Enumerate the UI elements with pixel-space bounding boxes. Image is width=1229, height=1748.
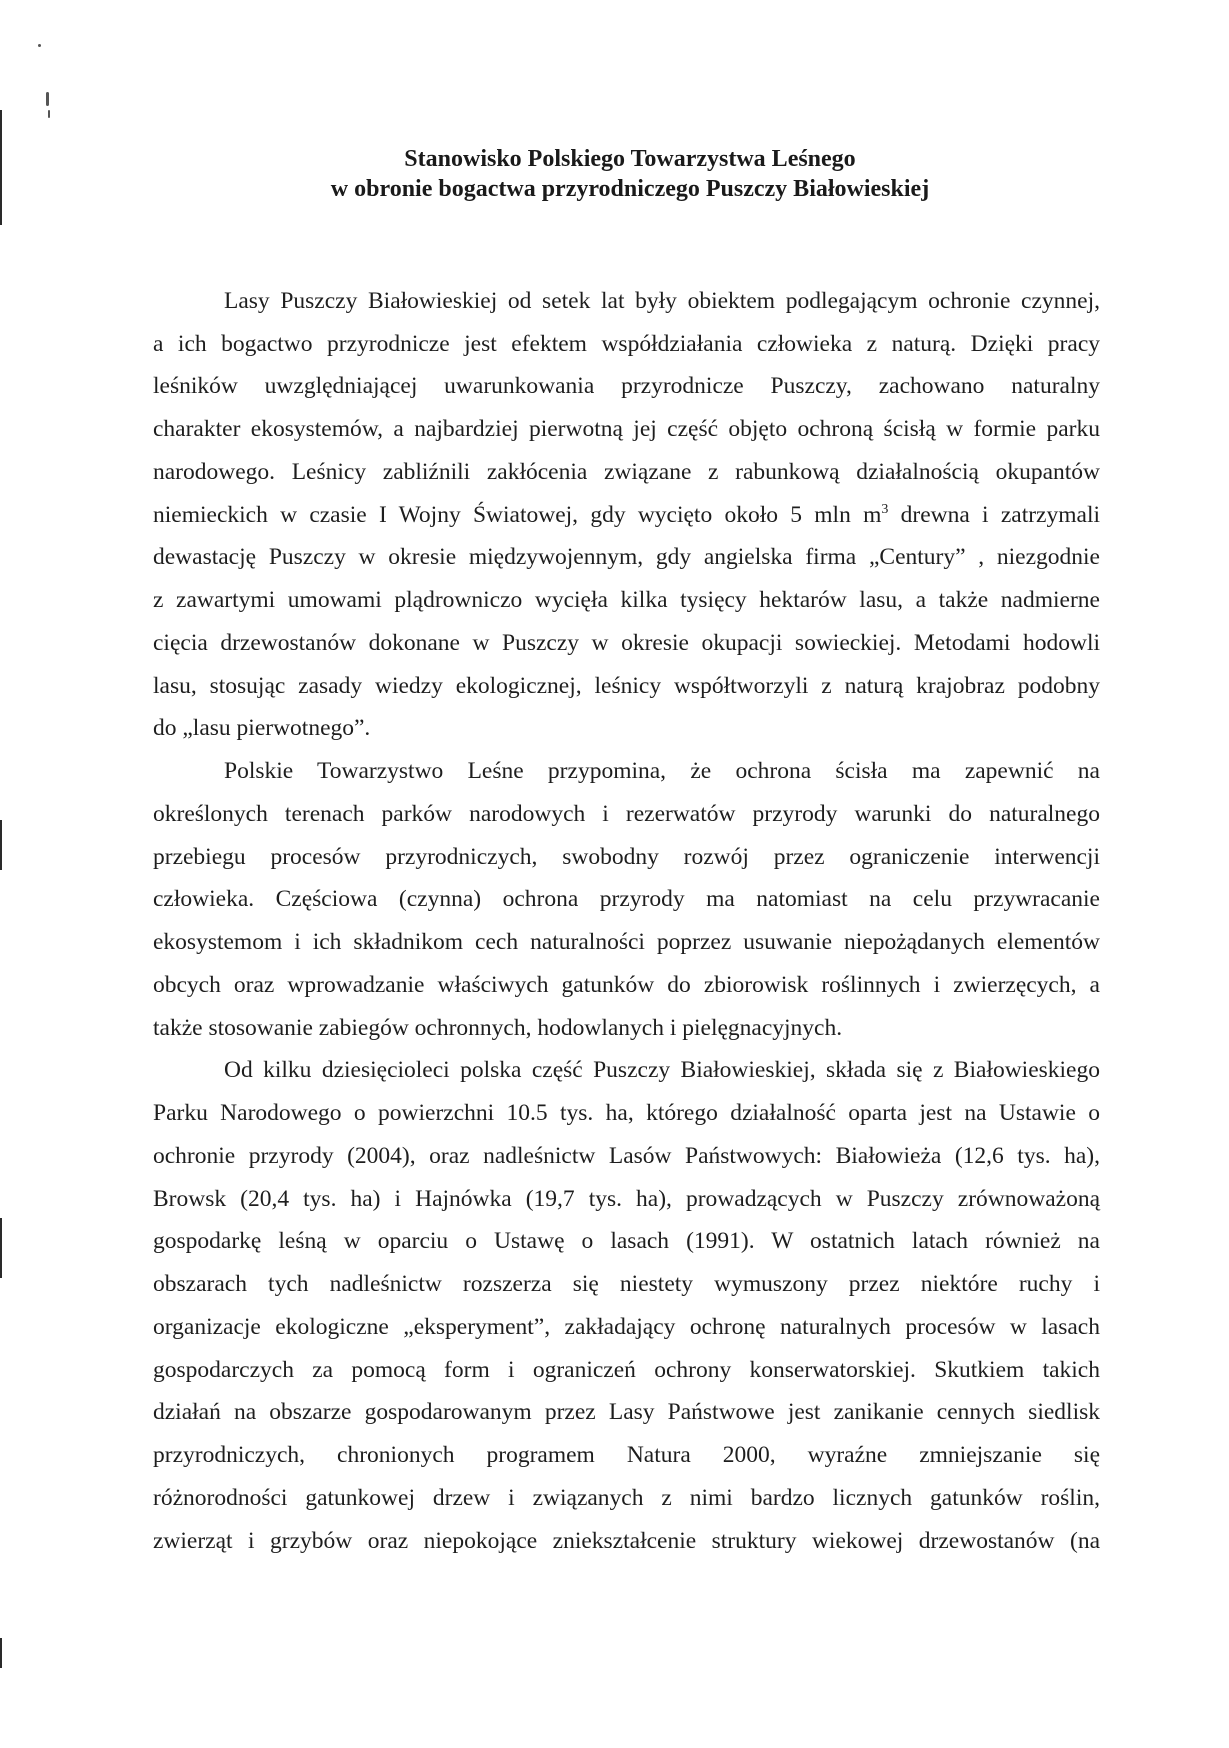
document-title-line-1: Stanowisko Polskiego Towarzystwa Leśnego — [404, 146, 856, 172]
paragraph-2-line: także stosowanie zabiegów ochronnych, hodowlanych i pielęgnacyjnych. — [153, 1015, 843, 1041]
paragraph-3-line: obszarach tych nadleśnictw rozszerza się niestety wymuszony przez niektóre ruchy i — [153, 1271, 1100, 1297]
paragraph-3-line: gospodarkę leśną w oparciu o Ustawę o lasach (1991). W ostatnich latach również na — [153, 1228, 1100, 1254]
paragraph-1-line: lasu, stosując zasady wiedzy ekologicznej, leśnicy współtworzyli z naturą krajobraz podobny — [153, 673, 1100, 699]
paragraph-3-line: Browsk (20,4 tys. ha) i Hajnówka (19,7 tys. ha), prowadzących w Puszczy zrównoważoną — [153, 1186, 1100, 1212]
scan-edge-mark — [0, 1218, 2, 1278]
scan-speck — [48, 110, 50, 118]
paragraph-1-line: cięcia drzewostanów dokonane w Puszczy w okresie okupacji sowieckiej. Metodami hodowli — [153, 630, 1100, 656]
paragraph-1-line: narodowego. Leśnicy zabliźnili zakłócenia związane z rabunkową działalnością okupantów — [153, 459, 1100, 485]
paragraph-1-line-with-superscript — [153, 502, 1100, 528]
paragraph-3-line: działań na obszarze gospodarowanym przez Lasy Państwowe jest zanikanie cennych siedlisk — [153, 1399, 1100, 1425]
paragraph-3-line: różnorodności gatunkowej drzew i związanych z nimi bardzo licznych gatunków roślin, — [153, 1485, 1100, 1511]
paragraph-3-line: przyrodniczych, chronionych programem Natura 2000, wyraźne zmniejszanie się — [153, 1442, 1100, 1468]
paragraph-3-line: gospodarczych za pomocą form i ograniczeń ochrony konserwatorskiej. Skutkiem takich — [153, 1357, 1100, 1383]
document-title-line-2: w obronie bogactwa przyrodniczego Puszczy Białowieskiej — [330, 176, 930, 202]
paragraph-1-line: Lasy Puszczy Białowieskiej od setek lat były obiektem podlegającym ochronie czynnej, — [224, 288, 1100, 314]
paragraph-1-line: a ich bogactwo przyrodnicze jest efektem współdziałania człowieka z naturą. Dzięki pracy — [153, 331, 1100, 357]
paragraph-2-line: Polskie Towarzystwo Leśne przypomina, że ochrona ścisła ma zapewnić na — [224, 758, 1100, 784]
paragraph-2-line: określonych terenach parków narodowych i rezerwatów przyrody warunki do naturalnego — [153, 801, 1100, 827]
line-text: niemieckich w czasie I Wojny Światowej, gdy wycięto około 5 mln m — [153, 502, 882, 528]
scan-edge-mark — [0, 820, 2, 870]
scan-edge-mark — [0, 110, 2, 225]
paragraph-2-line: człowieka. Częściowa (czynna) ochrona przyrody ma natomiast na celu przywracanie — [153, 886, 1100, 912]
paragraph-2-line: przebiegu procesów przyrodniczych, swobodny rozwój przez ograniczenie interwencji — [153, 844, 1100, 870]
paragraph-2-line: obcych oraz wprowadzanie właściwych gatunków do zbiorowisk roślinnych i zwierzęcych, a — [153, 972, 1100, 998]
scan-speck — [46, 92, 49, 106]
paragraph-3-line: Od kilku dziesięcioleci polska część Puszczy Białowieskiej, składa się z Białowieskiego — [224, 1057, 1100, 1083]
paragraph-1-line: z zawartymi umowami plądrowniczo wycięła kilka tysięcy hektarów lasu, a także nadmierne — [153, 587, 1100, 613]
line-text-tail: drewna i zatrzymali — [888, 502, 1100, 528]
paragraph-1-line: leśników uwzględniającej uwarunkowania przyrodnicze Puszczy, zachowano naturalny — [153, 373, 1100, 399]
paragraph-3-line: Parku Narodowego o powierzchni 10.5 tys. ha, którego działalność oparta jest na Ustawie o — [153, 1100, 1100, 1126]
paragraph-3-line: organizacje ekologiczne „eksperyment”, zakładający ochronę naturalnych procesów w lasach — [153, 1314, 1100, 1340]
paragraph-2-line: ekosystemom i ich składnikom cech naturalności poprzez usuwanie niepożądanych elementów — [153, 929, 1100, 955]
paragraph-1-line: do „lasu pierwotnego”. — [153, 715, 371, 741]
paragraph-1-line: dewastację Puszczy w okresie międzywojennym, gdy angielska firma „Century” , niezgodnie — [153, 544, 1100, 570]
superscript: 3 — [881, 502, 889, 517]
paragraph-3-line: zwierząt i grzybów oraz niepokojące zniekształcenie struktury wiekowej drzewostanów (na — [153, 1528, 1100, 1554]
paragraph-1-line: charakter ekosystemów, a najbardziej pierwotną jej część objęto ochroną ścisłą w formie parku — [153, 416, 1100, 442]
scan-speck — [38, 44, 41, 47]
paragraph-3-line: ochronie przyrody (2004), oraz nadleśnictw Lasów Państwowych: Białowieża (12,6 tys. ha), — [153, 1143, 1100, 1169]
scan-edge-mark — [0, 1638, 2, 1668]
